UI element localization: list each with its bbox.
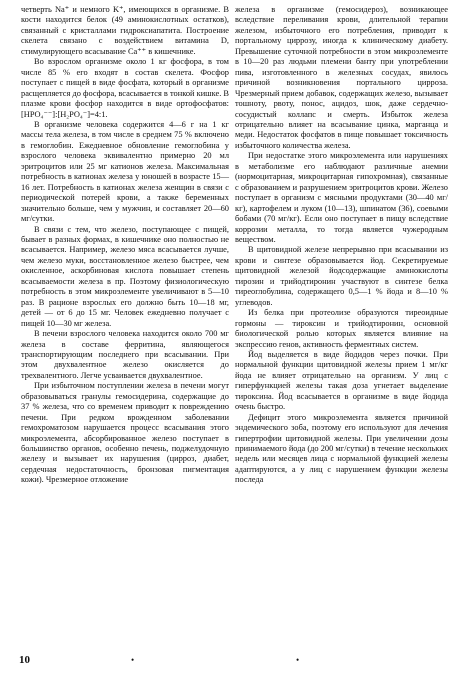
paragraph: В печени взрослого человека находится около 700 мг железа в составе ферритина, являющегося транспортирующим последнего при всасывании. При этом двухвалентное железо окисляется до трехвалентного. Легче усваивается двухвалентное. — [21, 329, 229, 380]
paragraph: В связи с тем, что железо, поступающее с пищей, бывает в разных формах, в кишечнике оно полностью не всасывается. Например, железо мяса всасывается лучше, чем железо муки, восстановленное железо быстрее, чем окисленное, аскорбиновая кислота повышает степень всасываемости железа в пр. Поэтому физиологическую потребность в этом микроэлементе увеличивают в 5—10 раз. В рационе взрослых его должно быть 10—18 мг, детей — от 6 до 15 мг. Человек ежедневно получает с пищей 10—30 мг железа. — [21, 224, 229, 328]
paragraph: При недостатке этого микроэлемента или нарушениях в метаболизме его наблюдают различные анемии (нормоцитарная, микроцитарная гипохромная), связанные с образованием и разрушением эритроцитов крови. Железо поступает в организм с мясными продуктами (30—40 мг/кг), картофелем и луком (10—13), шпинатом (36), соевыми бобами (70 мг/кг). Если оно поступает в пищу вследствие коррозии металла, то тогда является чужеродным веществом. — [235, 151, 448, 244]
paragraph: В организме человека содержится 4—6 г на 1 кг массы тела железа, в том числе в среднем 75 % включено в гемоглобин. Ежедневное обновление гемоглобина у взрослого человека эквивалентно примерно 20 мл эритроцитов или 25 мг катионов железа. Максимальная потребность в катионах железа у юношей в возрасте 15—16 лет. Потребность в катионах железа женщин в связи с периодической потерей крови, а также беременных значительно больше, чем у мужчин, и составляет 20—60 мг/сутки. — [21, 119, 229, 224]
paragraph: Из белка при протеолизе образуются тиреоидные гормоны — тироксин и трийодтиронин, основной биологической ролью которых является влияние на экспрессию генов, активность ферментных систем. — [235, 308, 448, 349]
page-number: 10 — [19, 654, 30, 666]
paragraph: При избыточном поступлении железа в печени могут образовываться гранулы гемосидерина, содержащие до 37 % железа, что со временем приводит к повреждению печени. При редком врожденном заболевании гемохроматозом нарушается процесс всасывания этого микроэлемента, абсорбированное железо поступает в большинство органов, особенно печень, поджелудочную железу и вызывает их нарушения (цирроз, диабет, сердечная недостаточность, бронзовая пигментация кожи). Чрезмерное отложение — [21, 381, 229, 485]
paragraph: В щитовидной железе непрерывно при всасывании из крови и синтезе образовывается йод. Секретируемые щитовидной железой йодсодержащие аминокислоты тирозин и трийодтиронин участвуют в синтезе белка тиреоглобулина, содержащего 0,5—1 % йода и 8—10 % углеводов. — [235, 245, 448, 307]
paragraph: железа в организме (гемосидероз), возникающее вследствие переливания крови, длительной терапии железом, избыточного его потребления, приводит к портальному циррозу, иногда к клиническому диабету. Превышение суточной потребности в этом микроэлементе в 10—20 раз людьми племени банту при употреблении пива, изготовленного в железных сосудах, явилось причиной возникновения портального цирроза. Чрезмерный прием добавок, содержащих железо, вызывает тошноту, рвоту, понос, ацидоз, шок, даже сердечно-сосудистый коллапс и смерть. Избыток железа отрицательно влияет на всасывание цинка, марганца и меди. Недостаток фосфатов в пище повышает токсичность избыточного количества железа. — [235, 5, 448, 150]
paragraph: Дефицит этого микроэлемента является причиной эндемического зоба, поэтому его используют для лечения гипертрофии щитовидной железы. При увеличении дозы принимаемого йода (до 200 мг/сутки) в течение нескольких недель или месяцев лица с нормальной функцией железы адаптируются, а у лиц с нарушением функции железы последа — [235, 412, 448, 485]
left-text-column — [21, 5, 229, 486]
paragraph: Во взрослом организме около 1 кг фосфора, в том числе 85 % его входят в состав скелета. Фосфор поступает с пищей в виде фосфата, который в организме расщепляется до фосфора, всасывается в тонкой кишке. В плазме крови фосфор находится в виде ортофосфатов: [HPO₄⁻⁻]:[H₂PO₄⁻]=4:1. — [21, 57, 229, 119]
bullet-mark: • — [296, 655, 300, 665]
bullet-mark: • — [131, 655, 135, 665]
paragraph: четверть Na⁺ и немного K⁺, имеющихся в организме. В кости находится белок (49 аминокислотных остатков), связанный с кристаллами гидроксиапатита. Построение скелета связано с воздействием витамина D, стимулирующего всасывание Ca⁺⁺ в кишечнике. — [21, 5, 229, 56]
paragraph: Йод выделяется в виде йодидов через почки. При нормальной функции щитовидной железы прием 1 мг/кг йода не влияет отрицательно на организм. У лиц с гиперфункцией железы такая доза угнетает выделение тироксина. Йод всасывается в организме в виде йодида очень быстро. — [235, 349, 448, 412]
right-text-column — [235, 5, 448, 486]
